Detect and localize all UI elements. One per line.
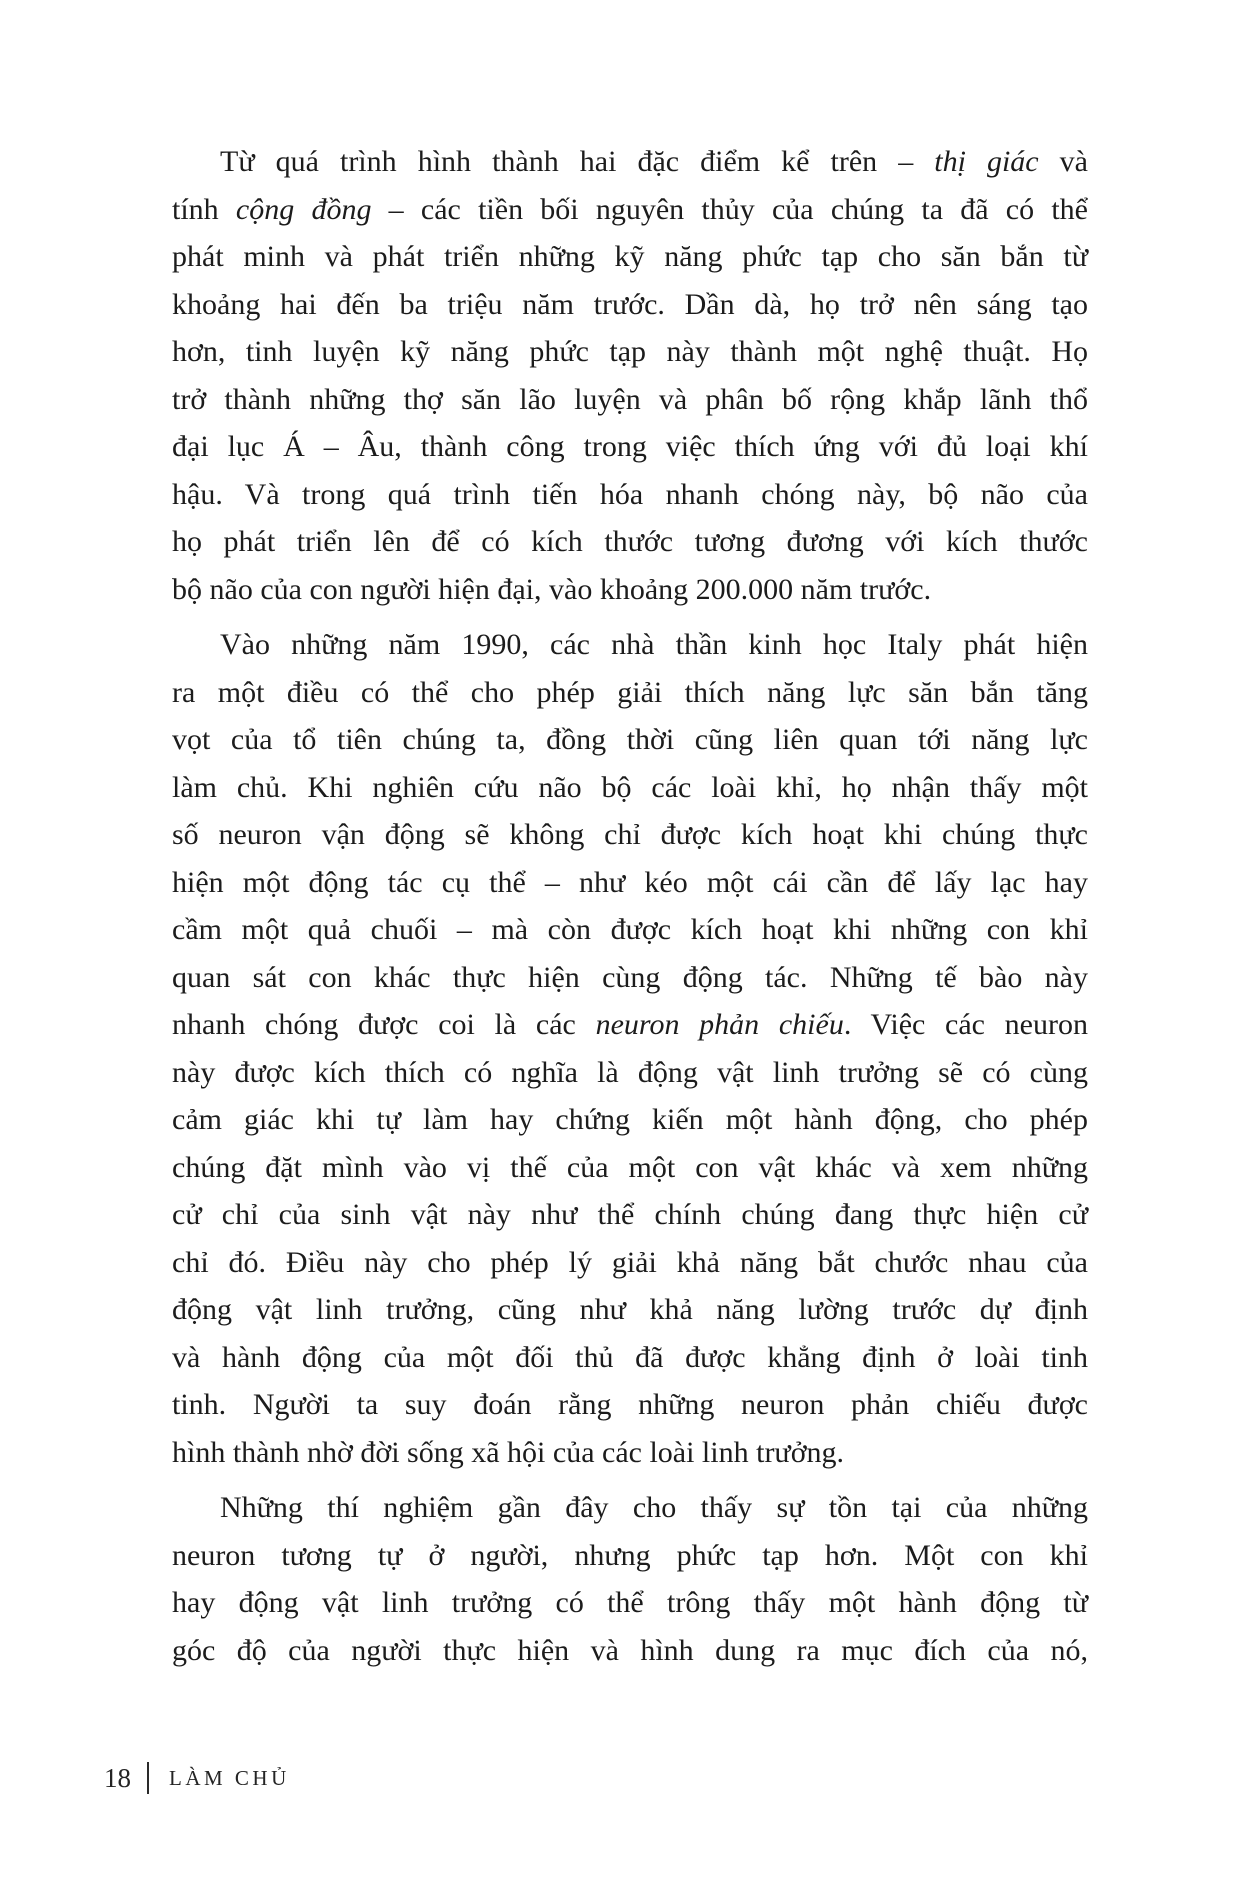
text-line: số neuron vận động sẽ không chỉ được kích hoạt khi chúng thực <box>172 818 1088 851</box>
text-line: hay động vật linh trưởng có thể trông thấy một hành động từ <box>172 1586 1088 1619</box>
text-line: tinh. Người ta suy đoán rằng những neuron phản chiếu được <box>172 1388 1088 1421</box>
text-line: đại lục Á – Âu, thành công trong việc thích ứng với đủ loại khí <box>172 430 1088 463</box>
text-line: vọt của tổ tiên chúng ta, đồng thời cũng liên quan tới năng lực <box>172 723 1088 756</box>
text-line: khoảng hai đến ba triệu năm trước. Dần dà, họ trở nên sáng tạo <box>172 287 1088 321</box>
text-line: quan sát con khác thực hiện cùng động tác. Những tế bào này <box>172 960 1088 994</box>
text-line: hiện một động tác cụ thể – như kéo một cái cần để lấy lạc hay <box>172 865 1088 899</box>
text-line: làm chủ. Khi nghiên cứu não bộ các loài khỉ, họ nhận thấy một <box>172 770 1088 804</box>
text-line: này được kích thích có nghĩa là động vật linh trưởng sẽ có cùng <box>172 1055 1088 1089</box>
text-line: nhanh chóng được coi là các neuron phản chiếu. Việc các neuron <box>172 1008 1088 1041</box>
text-line: cảm giác khi tự làm hay chứng kiến một hành động, cho phép <box>172 1103 1088 1136</box>
text-line: Từ quá trình hình thành hai đặc điểm kể trên – thị giác và <box>220 145 1088 178</box>
paragraph <box>172 621 1088 1476</box>
text-line: hậu. Và trong quá trình tiến hóa nhanh chóng này, bộ não của <box>172 477 1088 511</box>
text-line: neuron tương tự ở người, nhưng phức tạp hơn. Một con khỉ <box>172 1538 1088 1572</box>
text-line: trở thành những thợ săn lão luyện và phân bố rộng khắp lãnh thổ <box>172 382 1088 416</box>
text-line: cử chỉ của sinh vật này như thể chính chúng đang thực hiện cử <box>172 1198 1088 1231</box>
paragraph <box>172 1484 1088 1674</box>
paragraph <box>172 138 1088 613</box>
text-line: góc độ của người thực hiện và hình dung ra mục đích của nó, <box>172 1633 1088 1667</box>
text-line: hình thành nhờ đời sống xã hội của các loài linh trưởng. <box>172 1435 845 1469</box>
text-line: cầm một quả chuối – mà còn được kích hoạt khi những con khỉ <box>172 913 1088 946</box>
text-line: hơn, tinh luyện kỹ năng phức tạp này thành một nghệ thuật. Họ <box>172 335 1088 368</box>
text-line: Những thí nghiệm gần đây cho thấy sự tồn tại của những <box>220 1491 1088 1524</box>
text-line: động vật linh trưởng, cũng như khả năng lường trước dự định <box>172 1293 1088 1326</box>
text-line: Vào những năm 1990, các nhà thần kinh học Italy phát hiện <box>220 628 1088 661</box>
text-line: và hành động của một đối thủ đã được khẳng định ở loài tinh <box>172 1340 1088 1374</box>
text-line: ra một điều có thể cho phép giải thích năng lực săn bắn tăng <box>172 675 1088 709</box>
page-footer <box>104 1760 290 1796</box>
text-line: chúng đặt mình vào vị thế của một con vật khác và xem những <box>172 1150 1088 1184</box>
text-line: họ phát triển lên để có kích thước tương đương với kích thước <box>172 525 1088 558</box>
text-line: tính cộng đồng – các tiền bối nguyên thủy của chúng ta đã có thể <box>172 192 1088 226</box>
footer-divider <box>147 1762 149 1794</box>
text-line: phát minh và phát triển những kỹ năng phức tạp cho săn bắn từ <box>172 240 1088 273</box>
body-text <box>172 138 1088 1674</box>
text-line: chỉ đó. Điều này cho phép lý giải khả năng bắt chước nhau của <box>172 1245 1088 1279</box>
text-line: bộ não của con người hiện đại, vào khoảng 200.000 năm trước. <box>172 572 932 606</box>
running-title: LÀM CHỦ <box>169 1766 290 1790</box>
page-number: 18 <box>104 1763 131 1793</box>
